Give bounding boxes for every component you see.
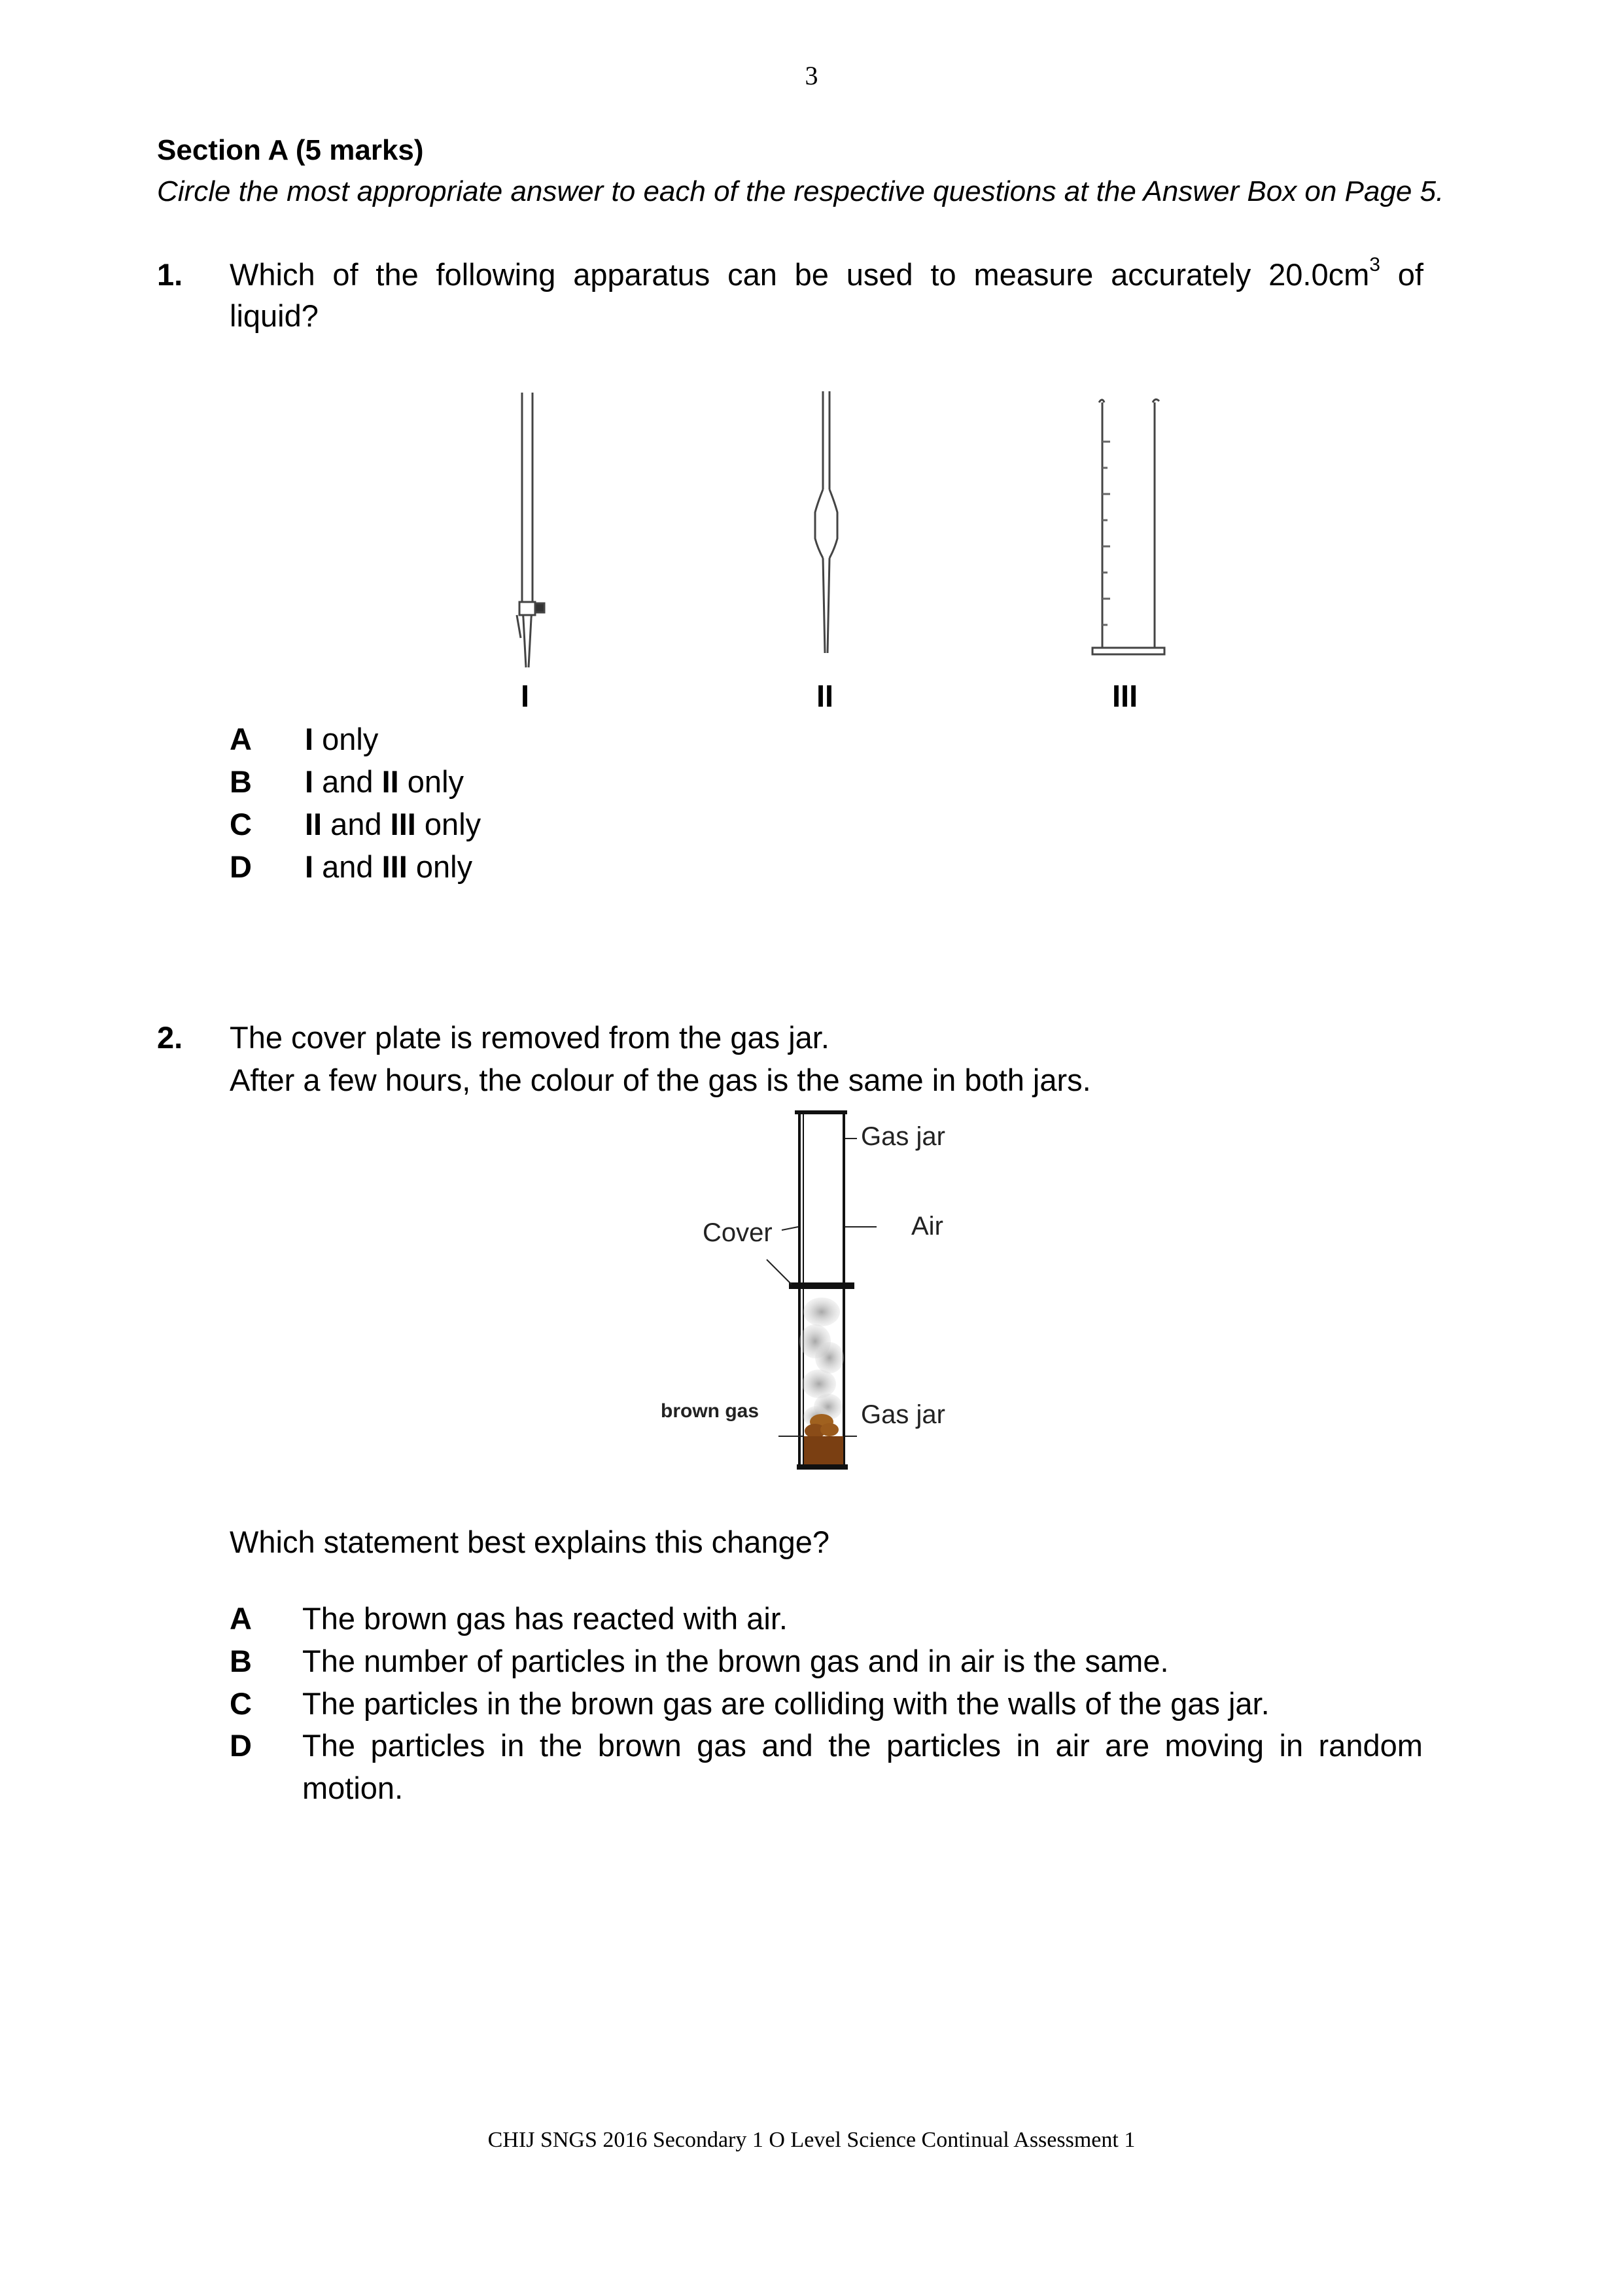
page-footer: CHIJ SNGS 2016 Secondary 1 O Level Science Continual Assessment 1 <box>487 2128 1136 2152</box>
pipette-diagram <box>792 391 864 660</box>
q1-superscript: 3 <box>1369 254 1380 275</box>
q1-option-d-letter: D <box>230 849 252 884</box>
q2-option-b-letter: B <box>230 1644 252 1678</box>
q2-option-c-letter: C <box>230 1686 252 1721</box>
question-2-number: 2. <box>157 1020 183 1055</box>
q1-option-c-letter: C <box>230 807 252 841</box>
question-1-number: 1. <box>157 257 183 292</box>
q1-word: used <box>846 257 913 292</box>
q2-option-d-word: particles <box>370 1728 485 1763</box>
q2-option-b-text: The number of particles in the brown gas and in air is the same. <box>302 1644 1169 1678</box>
q2-option-d-word: random <box>1318 1728 1423 1763</box>
q2-option-a-text: The brown gas has reacted with air. <box>302 1601 788 1636</box>
q1-word: can <box>727 257 777 292</box>
q1-option-a-letter: A <box>230 722 252 756</box>
gas-jar-diagram <box>661 1109 1001 1489</box>
q1-word: the <box>375 257 419 292</box>
q1-word: of <box>1397 257 1423 292</box>
q1-option-a-text <box>305 721 378 757</box>
q2-option-d-word: The <box>302 1728 355 1763</box>
q1-option-part: II <box>305 807 323 841</box>
section-title: Section A (5 marks) <box>157 134 424 166</box>
q1-word: of <box>332 257 358 292</box>
q1-option-part: I <box>305 849 314 884</box>
q1-option-part: and <box>313 849 382 884</box>
q1-option-c-text <box>305 806 481 842</box>
q2-option-d-word: the <box>828 1728 871 1763</box>
q1-option-d-text <box>305 849 472 885</box>
q2-option-d-letter: D <box>230 1728 252 1763</box>
q1-option-part: only <box>415 807 481 841</box>
apparatus-label-iii: III <box>1112 679 1138 713</box>
q2-option-c-text: The particles in the brown gas are colliding with the walls of the gas jar. <box>302 1686 1270 1721</box>
label-brown-gas: brown gas <box>661 1400 759 1422</box>
page-number: 3 <box>805 61 818 90</box>
q1-word: accurately <box>1111 257 1251 292</box>
q1-option-part: and <box>313 764 382 799</box>
q1-option-part: III <box>390 807 416 841</box>
q1-option-part: only <box>407 849 473 884</box>
q1-option-part: and <box>322 807 391 841</box>
q1-word: Which <box>230 257 315 292</box>
q1-option-part: I <box>305 722 314 756</box>
q1-word: measure <box>973 257 1094 292</box>
label-gas-jar-top: Gas jar <box>861 1122 945 1151</box>
q2-option-d-word: in <box>1016 1728 1041 1763</box>
apparatus-label-ii: II <box>816 679 834 713</box>
q2-option-d-word: gas <box>697 1728 746 1763</box>
q2-option-d-text <box>302 1727 1423 1763</box>
q2-option-d-word: in <box>500 1728 525 1763</box>
q1-option-part: only <box>313 722 379 756</box>
q1-option-b-text <box>305 764 464 800</box>
q1-word: following <box>436 257 556 292</box>
label-gas-jar-bottom: Gas jar <box>861 1400 945 1429</box>
question-2-line2: After a few hours, the colour of the gas is the same in both jars. <box>230 1063 1091 1097</box>
q2-option-d-word: are <box>1105 1728 1150 1763</box>
q2-option-d-word: moving <box>1164 1728 1265 1763</box>
q1-option-part: II <box>381 764 399 799</box>
q2-option-d-word: brown <box>597 1728 682 1763</box>
q1-word: $20.0cm^3$ <box>1268 254 1380 292</box>
q2-option-d-word: the <box>539 1728 583 1763</box>
section-instruction: Circle the most appropriate answer to each of the respective questions at the Answer Box on Page 5. <box>157 175 1444 207</box>
q2-option-d-word: and <box>761 1728 813 1763</box>
measuring-cylinder-diagram <box>1086 396 1171 658</box>
q1-word: be <box>794 257 829 292</box>
q2-option-d-text-line2: motion. <box>302 1771 404 1805</box>
q1-option-part: only <box>398 764 464 799</box>
q1-option-b-letter: B <box>230 764 252 799</box>
q2-option-d-word: particles <box>886 1728 1002 1763</box>
apparatus-label-i: I <box>521 679 530 713</box>
question-2-line1: The cover plate is removed from the gas jar. <box>230 1020 829 1055</box>
q1-word: to <box>930 257 956 292</box>
q1-option-part: I <box>305 764 314 799</box>
label-air: Air <box>911 1212 943 1241</box>
burette-diagram <box>497 393 556 674</box>
q1-word: apparatus <box>573 257 710 292</box>
q2-option-a-letter: A <box>230 1601 252 1636</box>
q2-option-d-word: air <box>1055 1728 1090 1763</box>
q2-option-d-word: in <box>1279 1728 1304 1763</box>
label-cover: Cover <box>703 1218 773 1247</box>
question-2-prompt: Which statement best explains this change? <box>230 1525 830 1559</box>
question-1-text-line2: liquid? <box>230 298 319 333</box>
q1-option-part: III <box>381 849 408 884</box>
question-1-text <box>230 256 1423 292</box>
